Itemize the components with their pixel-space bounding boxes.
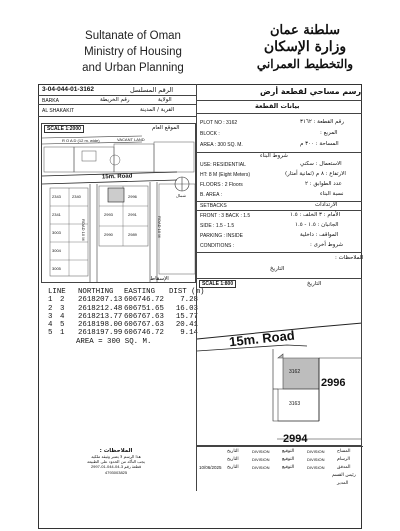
village-label: القرية / المدينة xyxy=(140,107,175,113)
conditions: CONDITIONS : xyxy=(200,243,235,249)
height-ar: الارتفاع : ٨ م (ثمانية أمتار) xyxy=(285,171,346,177)
wilayat-value: BARKA xyxy=(42,98,59,104)
road-15m-small: 15m. Road xyxy=(101,173,133,181)
document-title-ar: رسم مساحي لقطعة أرض xyxy=(260,87,362,96)
plot-label: 2989 xyxy=(128,232,137,237)
table-row: 2 3 2618212.48 606751.65 16.03 xyxy=(48,304,198,313)
division-label: DIVISION xyxy=(252,449,270,454)
front-back: FRONT : 3 BACK : 1.5 xyxy=(200,213,251,219)
ministry-name-en: Sultanate of Oman Ministry of Housing and Urban Planning xyxy=(82,30,184,74)
road-10m-left: ROAD 10 M xyxy=(81,219,86,241)
date-col-label: التاريخ xyxy=(227,457,239,462)
block-ar: المربع : xyxy=(320,130,338,136)
plot-map-date-label: التاريخ xyxy=(307,281,322,287)
notes-line: 4793003825 xyxy=(104,470,128,475)
division-label: DIVISION xyxy=(307,449,325,454)
height: HT: 8 M (Eight Meters) xyxy=(200,172,251,178)
plot-label: 2340 xyxy=(72,194,81,199)
division-label: DIVISION xyxy=(252,465,270,470)
side: SIDE : 1.5 - 1.5 xyxy=(200,223,235,229)
coordinate-table-header: LINE NORTHING EASTING DIST (m) xyxy=(48,288,205,296)
plot-2996-label: 2996 xyxy=(321,377,346,389)
parking-ar: المواقف : داخلية xyxy=(300,232,339,238)
plot-3163-label: 3163 xyxy=(289,401,301,407)
notes-title: الملاحظات : xyxy=(335,255,364,261)
plot-detail-drawing xyxy=(197,279,362,446)
table-row: 4 5 2618198.00 606767.63 20.41 xyxy=(48,321,198,330)
signature-col-label: التوقيع xyxy=(282,465,295,470)
signature-date: 10/06/2025 xyxy=(199,465,222,470)
table-row: 1 2 2618207.13 606746.72 7.28 xyxy=(48,296,198,305)
parking: PARKING : INSIDE xyxy=(200,233,243,239)
serial-number: 3-04-044-01-3162 xyxy=(42,86,95,93)
notes-line: هذا الرسم لا يعتبر وثيقة ملكية xyxy=(91,454,141,459)
division-label: DIVISION xyxy=(307,457,325,462)
use: USE: RESIDENTIAL xyxy=(200,162,246,168)
ministry-name-ar: سلطنة عمان وزارة الإسكان والتخطيط العمراني xyxy=(256,23,354,71)
plot-no: PLOT NO : 3162 xyxy=(200,120,238,126)
notes-line: قطعة رقم 3-04-044-01-2997 xyxy=(90,464,142,469)
location-map xyxy=(41,123,196,283)
wilayat-label: الولاية xyxy=(158,97,172,103)
plot-label: 2341 xyxy=(52,212,61,217)
notes-line: يجب التأكد من الحدود على الطبيعة xyxy=(87,459,145,464)
scale-label-small: SCALE 1:2000 xyxy=(44,125,84,133)
floors: FLOORS : 2 Floors xyxy=(200,182,243,188)
plot-label: 2991 xyxy=(128,212,137,217)
north-label: شمال xyxy=(176,193,186,198)
setbacks: SETBACKS xyxy=(200,203,227,209)
plot-label: 2990 xyxy=(104,232,113,237)
signature-role: الرسام xyxy=(337,457,351,462)
signature-role: رئيس القسم xyxy=(332,473,356,478)
plot-2994-label: 2994 xyxy=(283,433,308,445)
date-label: التاريخ xyxy=(270,266,285,272)
signature-role: المساح xyxy=(337,449,351,454)
use-ar: الاستعمال : سكني xyxy=(300,161,342,167)
signature-table xyxy=(196,446,363,491)
notes-title-bottom: الملاحظات : xyxy=(99,448,133,454)
b-area: B. AREA : xyxy=(200,192,222,198)
plot-label: 3005 xyxy=(52,266,61,271)
general-location-label: الموقع العام xyxy=(152,125,180,131)
table-row: 3 4 2618213.77 606767.63 15.77 xyxy=(48,312,198,321)
front-back-ar: الأمام : ٣ الخلف : ١.٥ xyxy=(290,212,341,218)
signature-role: المدقق xyxy=(337,465,351,470)
plot-label: 3004 xyxy=(52,248,61,253)
b-area-ar: نسبة البناء xyxy=(320,191,344,197)
village-value: AL SHAKAKIT xyxy=(42,108,75,114)
vacant-land-label: VACANT LAND xyxy=(117,137,145,142)
conditions-title: شروط البناء xyxy=(260,153,288,159)
coordinate-table xyxy=(48,288,205,346)
date-col-label: التاريخ xyxy=(227,465,239,470)
side-ar: الجانبان : ١.٥ - ١.٥ xyxy=(295,222,339,228)
division-label: DIVISION xyxy=(252,457,270,462)
table-row: 5 1 2618197.99 606746.72 9.14 xyxy=(48,329,198,338)
road-label-top: R O A D (12 m. wide) xyxy=(62,138,100,143)
signature-col-label: التوقيع xyxy=(282,457,295,462)
area-total: AREA = 300 SQ. M. xyxy=(76,337,152,346)
area-ar: المساحة : ٣٠٠ م xyxy=(300,141,339,147)
plot-detail-map xyxy=(196,278,362,446)
signature-role: المدير xyxy=(337,481,349,486)
setbacks-ar: الارتدادات xyxy=(315,202,338,208)
map-no-label: رقم الخريطة xyxy=(100,97,130,103)
plot-label: 2993 xyxy=(104,212,113,217)
date-col-label: التاريخ xyxy=(227,449,239,454)
plot-no-ar: رقم القطعة : ٣١٦٢ xyxy=(300,119,344,125)
plot-label: 3003 xyxy=(52,230,61,235)
plot-label: 2996 xyxy=(128,194,137,199)
scale-label: SCALE 1:800 xyxy=(199,280,236,288)
conditions-ar: شروط أخرى : xyxy=(310,242,344,248)
location-map-drawing xyxy=(42,124,196,283)
serial-label-ar: الرقم المسلسل xyxy=(130,86,174,94)
projection-label: الإسقاط xyxy=(150,276,169,282)
division-label: DIVISION xyxy=(307,465,325,470)
notes-box xyxy=(41,448,191,493)
road-15m-label: 15m. Road xyxy=(228,327,296,350)
signature-col-label: التوقيع xyxy=(282,449,295,454)
plot-label: 2343 xyxy=(52,194,61,199)
plot-data-title: بيانات القطعة xyxy=(255,102,300,110)
floors-ar: عدد الطوابق : ٢ xyxy=(305,181,342,187)
area: AREA : 300 SQ. M. xyxy=(200,142,243,148)
block: BLOCK : xyxy=(200,131,220,137)
road-10m-right: ROAD 10 M xyxy=(157,216,162,238)
plot-3162-label: 3162 xyxy=(289,369,301,375)
